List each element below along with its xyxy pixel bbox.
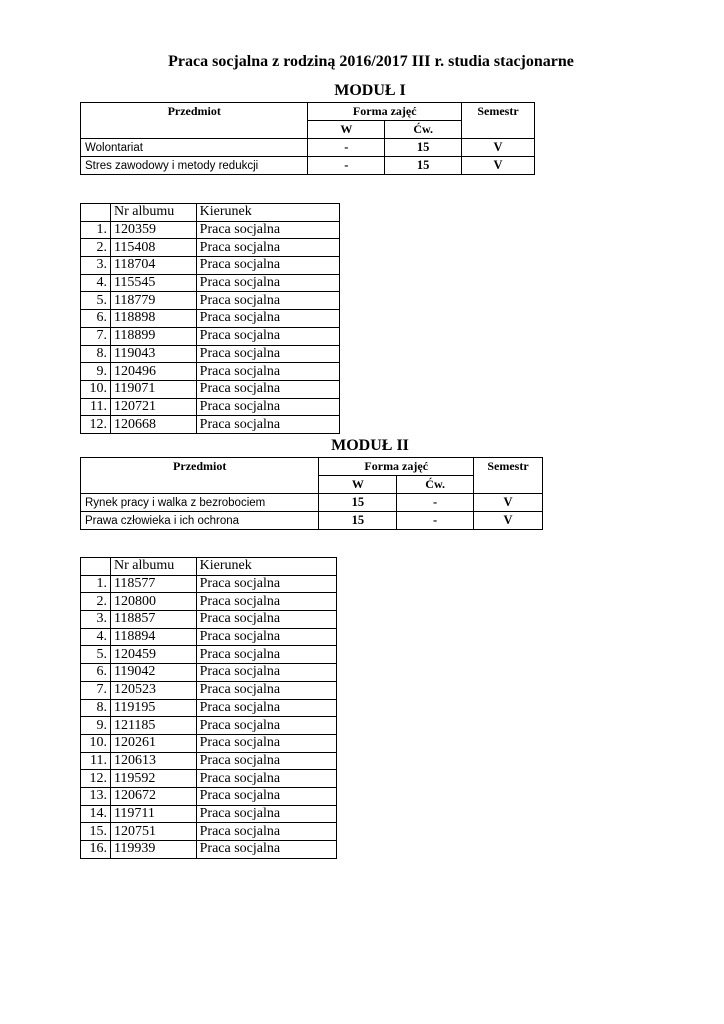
subject-name: Stres zawodowy i metody redukcji xyxy=(81,157,308,175)
study-field: Praca socjalna xyxy=(196,239,339,257)
student-row xyxy=(81,345,340,363)
student-number: 9. xyxy=(81,717,111,735)
album-number: 119711 xyxy=(110,805,196,823)
student-row xyxy=(81,717,337,735)
student-row xyxy=(81,611,337,629)
subject-exercise-hours: 15 xyxy=(385,139,462,157)
student-number: 11. xyxy=(81,398,111,416)
semester-header: Semestr xyxy=(462,103,535,139)
album-number: 118899 xyxy=(110,327,196,345)
album-number: 120496 xyxy=(110,363,196,381)
study-field: Praca socjalna xyxy=(196,345,339,363)
study-field: Praca socjalna xyxy=(196,380,339,398)
album-number: 120721 xyxy=(110,398,196,416)
lecture-header: W xyxy=(308,121,385,139)
number-header xyxy=(81,204,111,222)
subject-semester: V xyxy=(462,139,535,157)
student-row xyxy=(81,363,340,381)
study-field: Praca socjalna xyxy=(196,805,336,823)
student-row xyxy=(81,274,340,292)
student-row xyxy=(81,805,337,823)
student-row xyxy=(81,664,337,682)
album-number: 120613 xyxy=(110,752,196,770)
module-2-students-table xyxy=(80,557,337,859)
subject-lecture-hours: 15 xyxy=(319,512,397,530)
module-1-heading: MODUŁ I xyxy=(334,82,406,99)
student-row xyxy=(81,416,340,434)
subject-name: Prawa człowieka i ich ochrona xyxy=(81,512,319,530)
album-number: 120359 xyxy=(110,221,196,239)
student-row xyxy=(81,327,340,345)
student-row xyxy=(81,593,337,611)
student-number: 3. xyxy=(81,257,111,275)
subject-lecture-hours: - xyxy=(308,157,385,175)
student-row xyxy=(81,699,337,717)
students-header-row xyxy=(81,558,337,576)
study-field: Praca socjalna xyxy=(196,628,336,646)
study-field: Praca socjalna xyxy=(196,221,339,239)
student-row xyxy=(81,770,337,788)
student-number: 6. xyxy=(81,664,111,682)
lecture-header: W xyxy=(319,476,397,494)
album-header: Nr albumu xyxy=(110,204,196,222)
subject-exercise-hours: - xyxy=(397,512,474,530)
study-field: Praca socjalna xyxy=(196,416,339,434)
student-row xyxy=(81,292,340,310)
study-field: Praca socjalna xyxy=(196,699,336,717)
exercises-header: Ćw. xyxy=(397,476,474,494)
subject-header: Przedmiot xyxy=(81,103,308,139)
album-number: 115545 xyxy=(110,274,196,292)
student-number: 9. xyxy=(81,363,111,381)
study-field: Praca socjalna xyxy=(196,752,336,770)
study-field: Praca socjalna xyxy=(196,257,339,275)
album-number: 121185 xyxy=(110,717,196,735)
exercises-header: Ćw. xyxy=(385,121,462,139)
album-number: 120800 xyxy=(110,593,196,611)
album-number: 120459 xyxy=(110,646,196,664)
module-2-subjects-table xyxy=(80,457,543,530)
student-number: 12. xyxy=(81,770,111,788)
study-field: Praca socjalna xyxy=(196,398,339,416)
subject-row xyxy=(81,512,543,530)
album-number: 120261 xyxy=(110,734,196,752)
album-number: 120668 xyxy=(110,416,196,434)
study-field: Praca socjalna xyxy=(196,327,339,345)
student-row xyxy=(81,823,337,841)
student-row xyxy=(81,841,337,859)
album-number: 119042 xyxy=(110,664,196,682)
student-number: 11. xyxy=(81,752,111,770)
student-number: 2. xyxy=(81,239,111,257)
module-1-students-table xyxy=(80,203,340,434)
student-number: 6. xyxy=(81,310,111,328)
module-1-subjects-table xyxy=(80,102,535,175)
student-number: 3. xyxy=(81,611,111,629)
album-number: 118894 xyxy=(110,628,196,646)
student-row xyxy=(81,310,340,328)
form-header: Forma zajęć xyxy=(308,103,462,121)
study-field: Praca socjalna xyxy=(196,841,336,859)
study-field: Praca socjalna xyxy=(196,646,336,664)
student-row xyxy=(81,239,340,257)
study-field: Praca socjalna xyxy=(196,717,336,735)
field-header: Kierunek xyxy=(196,204,339,222)
document-title: Praca socjalna z rodziną 2016/2017 III r. studia stacjonarne xyxy=(168,53,574,70)
subjects-header-row xyxy=(81,458,543,476)
student-row xyxy=(81,575,337,593)
subject-name: Wolontariat xyxy=(81,139,308,157)
study-field: Praca socjalna xyxy=(196,292,339,310)
student-row xyxy=(81,646,337,664)
student-number: 12. xyxy=(81,416,111,434)
album-number: 118779 xyxy=(110,292,196,310)
subject-row xyxy=(81,139,535,157)
student-number: 14. xyxy=(81,805,111,823)
student-number: 7. xyxy=(81,681,111,699)
study-field: Praca socjalna xyxy=(196,593,336,611)
student-row xyxy=(81,257,340,275)
album-number: 118898 xyxy=(110,310,196,328)
student-number: 7. xyxy=(81,327,111,345)
album-number: 119939 xyxy=(110,841,196,859)
student-number: 8. xyxy=(81,699,111,717)
subjects-header-row xyxy=(81,103,535,121)
album-number: 120523 xyxy=(110,681,196,699)
student-number: 4. xyxy=(81,628,111,646)
student-number: 1. xyxy=(81,575,111,593)
study-field: Praca socjalna xyxy=(196,734,336,752)
study-field: Praca socjalna xyxy=(196,770,336,788)
student-number: 1. xyxy=(81,221,111,239)
student-number: 10. xyxy=(81,380,111,398)
album-number: 120672 xyxy=(110,787,196,805)
subject-header: Przedmiot xyxy=(81,458,319,494)
student-number: 2. xyxy=(81,593,111,611)
student-number: 13. xyxy=(81,787,111,805)
study-field: Praca socjalna xyxy=(196,274,339,292)
study-field: Praca socjalna xyxy=(196,823,336,841)
study-field: Praca socjalna xyxy=(196,787,336,805)
student-row xyxy=(81,681,337,699)
study-field: Praca socjalna xyxy=(196,681,336,699)
student-number: 8. xyxy=(81,345,111,363)
album-number: 119071 xyxy=(110,380,196,398)
student-number: 10. xyxy=(81,734,111,752)
subject-semester: V xyxy=(462,157,535,175)
student-row xyxy=(81,734,337,752)
student-number: 16. xyxy=(81,841,111,859)
album-number: 118704 xyxy=(110,257,196,275)
study-field: Praca socjalna xyxy=(196,611,336,629)
student-row xyxy=(81,221,340,239)
study-field: Praca socjalna xyxy=(196,363,339,381)
student-number: 5. xyxy=(81,646,111,664)
subject-semester: V xyxy=(474,494,543,512)
subject-exercise-hours: - xyxy=(397,494,474,512)
study-field: Praca socjalna xyxy=(196,664,336,682)
subject-lecture-hours: - xyxy=(308,139,385,157)
student-row xyxy=(81,398,340,416)
student-row xyxy=(81,628,337,646)
album-number: 115408 xyxy=(110,239,196,257)
field-header: Kierunek xyxy=(196,558,336,576)
study-field: Praca socjalna xyxy=(196,310,339,328)
album-number: 118577 xyxy=(110,575,196,593)
student-row xyxy=(81,752,337,770)
album-header: Nr albumu xyxy=(110,558,196,576)
album-number: 119195 xyxy=(110,699,196,717)
form-header: Forma zajęć xyxy=(319,458,474,476)
student-number: 4. xyxy=(81,274,111,292)
semester-header: Semestr xyxy=(474,458,543,494)
album-number: 119592 xyxy=(110,770,196,788)
number-header xyxy=(81,558,111,576)
subject-exercise-hours: 15 xyxy=(385,157,462,175)
student-row xyxy=(81,787,337,805)
subject-row xyxy=(81,157,535,175)
module-2-heading: MODUŁ II xyxy=(331,437,409,454)
student-row xyxy=(81,380,340,398)
subject-row xyxy=(81,494,543,512)
album-number: 119043 xyxy=(110,345,196,363)
subject-semester: V xyxy=(474,512,543,530)
subject-name: Rynek pracy i walka z bezrobociem xyxy=(81,494,319,512)
album-number: 118857 xyxy=(110,611,196,629)
student-number: 5. xyxy=(81,292,111,310)
study-field: Praca socjalna xyxy=(196,575,336,593)
subject-lecture-hours: 15 xyxy=(319,494,397,512)
student-number: 15. xyxy=(81,823,111,841)
students-header-row xyxy=(81,204,340,222)
album-number: 120751 xyxy=(110,823,196,841)
